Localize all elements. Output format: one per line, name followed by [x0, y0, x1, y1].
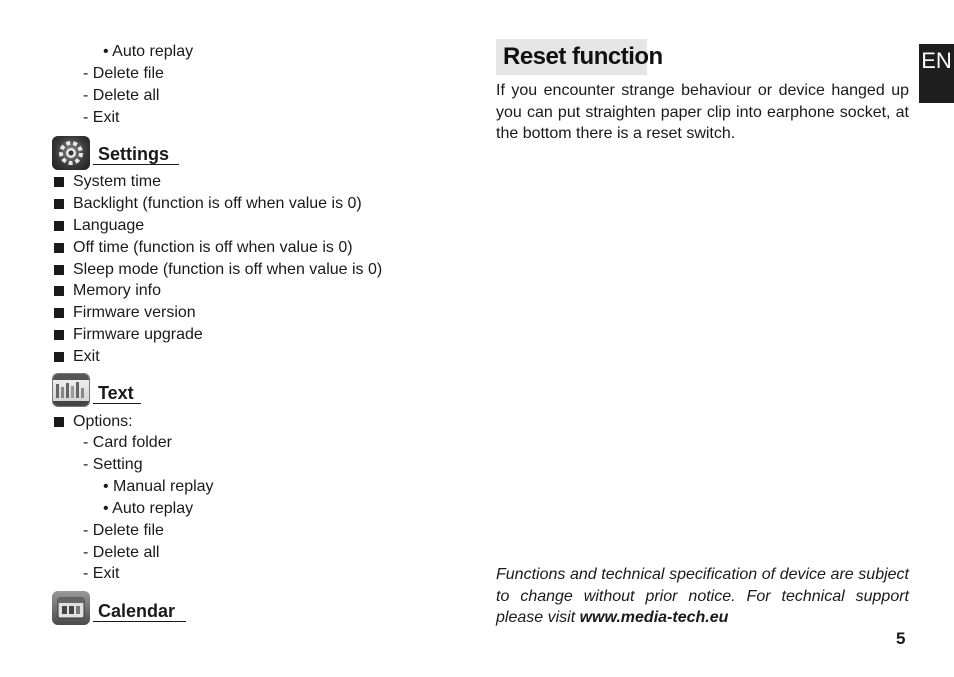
calendar-heading: Calendar	[98, 601, 176, 621]
square-bullet-icon	[54, 308, 64, 318]
notice-paragraph	[496, 564, 909, 629]
text-heading: Text	[98, 383, 134, 403]
settings-item: Backlight (function is off when value is 0)	[73, 195, 362, 212]
list-item: - Delete all	[83, 544, 160, 561]
list-item: - Exit	[83, 109, 120, 126]
square-bullet-icon	[54, 265, 64, 275]
support-link[interactable]: www.media-tech.eu	[579, 609, 729, 626]
settings-item: System time	[73, 173, 162, 190]
reset-paragraph: If you encounter strange behaviour or device hanged up you can put straighten paper clip into earphone socket, at the bottom there is a reset switch.	[496, 82, 909, 142]
square-bullet-icon	[54, 177, 64, 187]
settings-item: Firmware version	[73, 304, 196, 321]
calendar-icon	[52, 591, 90, 625]
language-tab: EN	[919, 44, 954, 103]
square-bullet-icon	[54, 330, 64, 340]
settings-item: Exit	[73, 348, 100, 365]
settings-gear-icon	[52, 136, 90, 170]
square-bullet-icon	[54, 352, 64, 362]
options-label: Options:	[73, 413, 133, 430]
square-bullet-icon	[54, 417, 64, 427]
section-title: Reset function	[503, 43, 663, 70]
list-item: • Auto replay	[103, 43, 194, 60]
settings-item: Language	[73, 217, 145, 234]
text-reader-icon	[52, 373, 90, 407]
settings-item: Firmware upgrade	[73, 326, 203, 343]
square-bullet-icon	[54, 199, 64, 209]
square-bullet-icon	[54, 221, 64, 231]
square-bullet-icon	[54, 243, 64, 253]
list-item: - Delete file	[83, 522, 164, 539]
page-number: 5	[896, 629, 906, 648]
settings-heading: Settings	[98, 144, 170, 164]
list-item: • Auto replay	[103, 500, 194, 517]
list-item: - Setting	[83, 456, 143, 473]
list-item: - Card folder	[83, 434, 172, 451]
list-item: - Delete file	[83, 65, 164, 82]
calendar-heading-underline	[93, 621, 186, 622]
list-item: - Exit	[83, 565, 120, 582]
settings-item: Sleep mode (function is off when value is 0)	[73, 261, 383, 278]
list-item: • Manual replay	[103, 478, 214, 495]
square-bullet-icon	[54, 286, 64, 296]
settings-item: Off time (function is off when value is 0)	[73, 239, 353, 256]
list-item: - Delete all	[83, 87, 160, 104]
settings-item: Memory info	[73, 282, 162, 299]
notice-text: Functions and technical specification of device are subject to change without prior notice. For technical support please visit	[496, 566, 909, 626]
settings-heading-underline	[93, 164, 179, 165]
text-heading-underline	[93, 403, 141, 404]
